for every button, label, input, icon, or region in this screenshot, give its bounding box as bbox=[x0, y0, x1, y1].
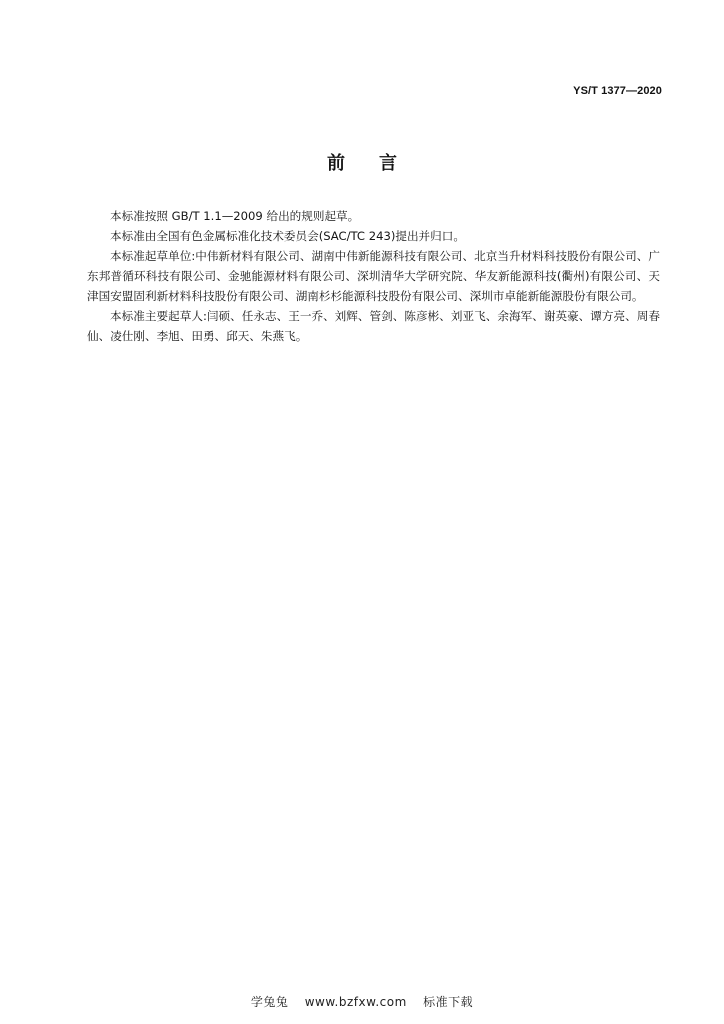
paragraph-main-drafters: 本标准主要起草人:闫硕、任永志、王一乔、刘辉、管剑、陈彦彬、刘亚飞、余海军、谢英豪、谭方亮、周春仙、凌仕刚、李旭、田勇、邱天、朱燕飞。 bbox=[87, 309, 660, 343]
footer-caption: 标准下载 bbox=[423, 995, 474, 1009]
paragraph-drafting-units: 本标准起草单位:中伟新材料有限公司、湖南中伟新能源科技有限公司、北京当升材料科技股份有限公司、广东邦普循环科技有限公司、金驰能源材料有限公司、深圳清华大学研究院、华友新能源科技(衢州)有限公司、天津国安盟固利新材料科技股份有限公司、湖南杉杉能源科技股份有限公司、深圳市卓能新能源股份有限公司。 bbox=[87, 249, 660, 303]
footer-watermark bbox=[0, 993, 724, 1010]
standard-code: YS/T 1377—2020 bbox=[573, 85, 662, 97]
foreword-body bbox=[87, 206, 660, 346]
section-title: 前言 bbox=[327, 153, 431, 174]
paragraph-proposer: 本标准由全国有色金属标准化技术委员会(SAC/TC 243)提出并归口。 bbox=[110, 229, 465, 243]
footer-site-name: 学兔兔 bbox=[250, 995, 289, 1009]
paragraph-drafting-rules: 本标准按照 GB/T 1.1—2009 给出的规则起草。 bbox=[110, 209, 360, 223]
footer-url[interactable]: www.bzfxw.com bbox=[304, 995, 407, 1009]
